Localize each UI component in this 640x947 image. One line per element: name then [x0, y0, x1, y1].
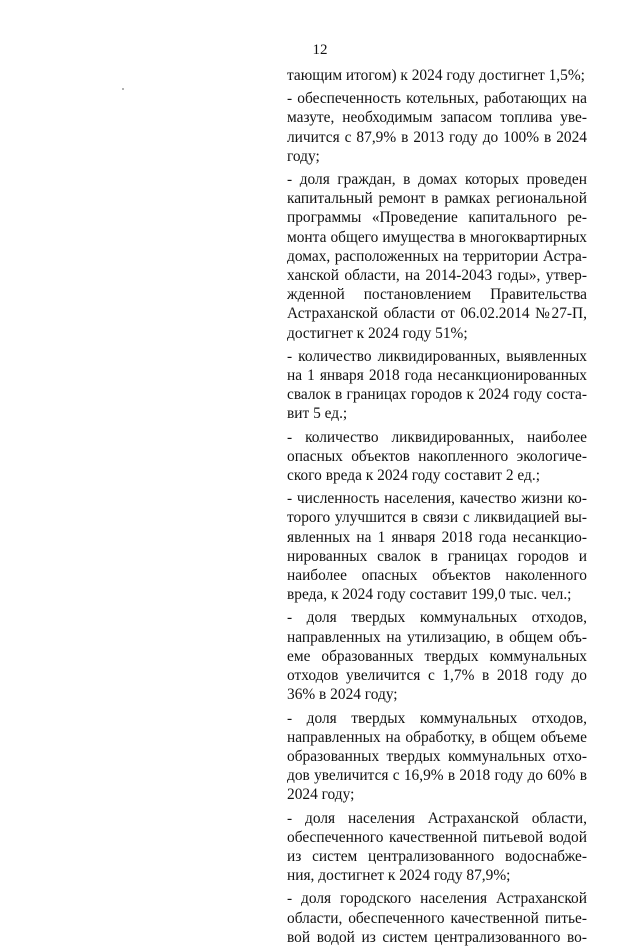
- text-line: ния, достигнет к 2024 году 87,9%;: [287, 867, 511, 885]
- text-line: вой водой из систем централизованного во-: [287, 928, 587, 946]
- paragraph: [287, 347, 587, 424]
- text-line: 36% в 2024 году;: [287, 686, 398, 704]
- text-line: торого улучшится в связи с ликвидацией вы-: [287, 509, 587, 527]
- text-line: образованных твердых коммунальных отхо-: [287, 747, 587, 765]
- text-line: капитальный ремонт в рамках региональной: [287, 190, 587, 208]
- paragraph: [287, 170, 587, 343]
- page-number: 12: [312, 42, 328, 58]
- text-line: тающим итогом) к 2024 году достигнет 1,5%;: [287, 67, 585, 84]
- text-line: области, обеспеченного качественной питье-: [287, 909, 587, 927]
- text-line: жденной постановлением Правительства: [287, 286, 587, 304]
- text-line: монта общего имущества в многоквартирных: [287, 228, 587, 246]
- text-line: году;: [287, 147, 320, 165]
- paragraph: [287, 89, 587, 166]
- text-line: домах, расположенных на территории Астра-: [287, 247, 587, 265]
- text-line: - количество ликвидированных, выявленных: [287, 347, 587, 365]
- text-line: - количество ликвидированных, наиболее: [287, 428, 587, 446]
- paragraph: [287, 428, 587, 486]
- text-line: вреда, к 2024 году составит 199,0 тыс. чел.;: [287, 586, 572, 604]
- text-line: наиболее опасных объектов наколенного: [287, 567, 587, 585]
- text-line: - численность населения, качество жизни ко-: [287, 490, 587, 508]
- paragraph: [287, 709, 587, 805]
- paragraph: [287, 608, 587, 704]
- text-line: явленных на 1 января 2018 года несанкцио-: [287, 528, 587, 546]
- paragraph: [287, 889, 587, 947]
- paragraph: [287, 66, 587, 85]
- text-line: - доля населения Астраханской области,: [287, 809, 587, 827]
- text-line: вит 5 ед.;: [287, 405, 348, 423]
- text-line: отходов увеличится с 1,7% в 2018 году до: [287, 667, 587, 685]
- text-line: на 1 января 2018 года несанкционированных: [287, 367, 587, 385]
- text-line: - доля твердых коммунальных отходов,: [287, 609, 587, 627]
- paragraph: [287, 489, 587, 604]
- text-line: программы «Проведение капитального ре-: [287, 209, 587, 227]
- text-line: мазуте, необходимым запасом топлива уве-: [287, 109, 587, 127]
- text-line: дов увеличится с 16,9% в 2018 году до 60% в: [287, 767, 587, 785]
- paragraph: [287, 809, 587, 886]
- text-line: нированных свалок в границах городов и: [287, 547, 587, 565]
- text-line: направленных на утилизацию, в общем объ-: [287, 628, 587, 646]
- text-line: ского вреда к 2024 году составит 2 ед.;: [287, 467, 540, 485]
- text-line: из систем централизованного водоснабже-: [287, 847, 587, 865]
- text-line: ханской области, на 2014-2043 годы», утвер-: [287, 267, 587, 285]
- text-line: свалок в границах городов к 2024 году соста-: [287, 386, 587, 404]
- text-line: 2024 году;: [287, 786, 355, 804]
- text-line: личится с 87,9% в 2013 году до 100% в 2024: [287, 128, 587, 146]
- text-line: опасных объектов накопленного экологиче-: [287, 447, 587, 465]
- text-line: еме образованных твердых коммунальных: [287, 647, 587, 665]
- text-line: достигнет к 2024 году 51%;: [287, 324, 468, 342]
- scan-speck: [122, 88, 124, 90]
- document-body: [287, 66, 587, 947]
- text-line: - доля городского населения Астраханской: [287, 890, 587, 908]
- text-line: направленных на обработку, в общем объеме: [287, 728, 587, 746]
- text-line: - доля твердых коммунальных отходов,: [287, 709, 587, 727]
- text-line: Астраханской области от 06.02.2014 №27-П,: [287, 305, 587, 323]
- text-line: обеспеченного качественной питьевой водой: [287, 828, 587, 846]
- text-line: - доля граждан, в домах которых проведен: [287, 171, 587, 189]
- text-line: - обеспеченность котельных, работающих на: [287, 90, 587, 108]
